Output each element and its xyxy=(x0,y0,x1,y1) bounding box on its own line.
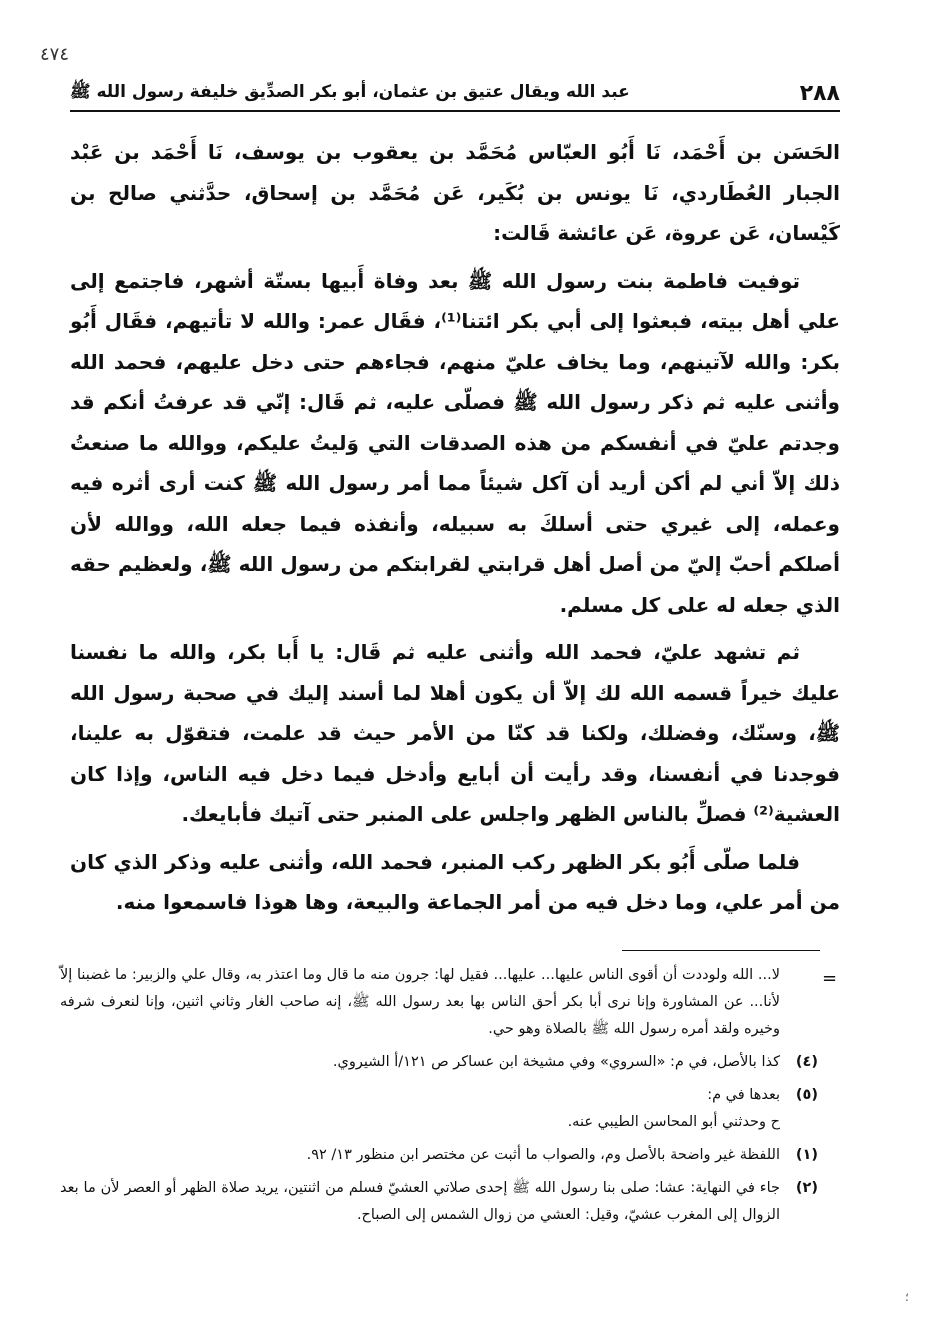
footnote-text: جاء في النهاية: عشا: صلى بنا رسول الله ﷺ إحدى صلاتي العشيّ فسلم من اثنتين، يريد صلاة الظهر أو العصر لأن ما بعد الزوال إلى المغرب عشيّ، وقيل: العشي من زوال الشمس إلى الصباح. xyxy=(60,1180,780,1223)
footnote-5 xyxy=(60,1082,818,1136)
header-rule xyxy=(70,110,840,112)
footnote-mark: (١) xyxy=(795,1147,818,1163)
footnote-1 xyxy=(60,1142,818,1169)
footnote-4 xyxy=(60,1049,818,1076)
footnote-2 xyxy=(60,1175,818,1229)
footnote-mark: (٤) xyxy=(795,1054,818,1070)
footnote-text: اللفظة غير واضحة بالأصل وم، والصواب ما أثبت عن مختصر ابن منظور ١٣/ ٩٢. xyxy=(306,1147,780,1163)
paragraph-ali: ثم تشهد عليّ، فحمد الله وأثنى عليه ثم قَال: يا أَبا بكر، والله ما نفسنا عليك خيراً قسمه الله لك إلاّ أن يكون أهلا لما أسند إليك في صحبة رسول الله ﷺ، وسنّك، وفضلك، ولكنا قد كنّا من الأمر حيث قد علمت، فتقوّل به علينا، فوجدنا في أنفسنا، وقد رأيت أن أبايع وأدخل فيما دخل فيه الناس، وإذا كان العشية⁽²⁾ فصلِّ بالناس الظهر واجلس على المنبر حتى آتيك فأبايعك. xyxy=(70,640,840,826)
paragraph-isnad: الحَسَن بن أَحْمَد، نَا أَبُو العبّاس مُحَمَّد بن يعقوب بن يوسف، نَا أَحْمَد بن عَبْد الجبار العُطَاردي، نَا يونس بن بُكَير، عَن مُحَمَّد بن إسحاق، حدَّثني صالح بن كَيْسان، عَن عروة، عَن عائشة قَالت: xyxy=(70,140,840,245)
stray-ink-mark: ؛ xyxy=(905,1290,909,1304)
footnotes xyxy=(60,962,818,1235)
footnote-mark: (٥) xyxy=(795,1087,818,1103)
footnote-line: ح وحدثني أبو المحاسن الطيبي عنه. xyxy=(567,1114,780,1130)
paragraph-abu-bakr: فلما صلّى أَبُو بكر الظهر ركب المنبر، فحمد الله، وأثنى عليه وذكر الذي كان من أمر علي، وما دخل فيه من أمر الجماعة والبيعة، وها هوذا فاسمعوا منه. xyxy=(70,849,840,914)
footnote-text: كذا بالأصل، في م: «السروي» وفي مشيخة ابن عساكر ص ١٢١/أ الشيروي. xyxy=(332,1054,780,1070)
running-title: عبد الله ويقال عتيق بن عثمان، أبو بكر الصدِّيق خليفة رسول الله ﷺ xyxy=(70,82,630,102)
footnote-continuation-mark: = xyxy=(822,968,838,989)
page-number: ٢٨٨ xyxy=(799,81,840,106)
footnote-separator xyxy=(622,950,820,951)
paragraph-fatima: توفيت فاطمة بنت رسول الله ﷺ بعد وفاة أَبيها بستّة أشهر، فاجتمع إلى علي أهل بيته، فبعثوا إلى أبي بكر ائتنا⁽¹⁾، فقَال عمر: والله لا تأتيهم، فقَال أَبُو بكر: والله لآتينهم، وما يخاف عليّ منهم، فجاءهم حتى دخل عليهم، فحمد الله وأثنى عليه ثم ذكر رسول الله ﷺ فصلّى عليه، ثم قَال: إنّي قد عرفتُ أنكم قد وجدتم عليّ في أنفسكم من هذه الصدقات التي وَليتُ عليكم، ووالله ما صنعتُ ذلك إلاّ أني لم أكن أريد أن آكل شيئاً مما أمر رسول الله ﷺ كنت أرى أثره فيه وعمله، إلى غيري حتى أسلكَ به سبيله، وأنفذه فيما جعله الله، ووالله لأن أصلكم أحبّ إليّ من أصل أهل قرابتي لقرابتكم من رسول الله ﷺ، ولعظيم حقه الذي جعله له على كل مسلم. xyxy=(70,268,840,617)
footnote-line: بعدها في م: xyxy=(707,1087,780,1103)
footnote-continuation xyxy=(60,962,818,1043)
footnote-mark xyxy=(780,962,818,1043)
footnote-mark: (٢) xyxy=(795,1180,818,1196)
handwritten-margin-note: ٤٧٤ xyxy=(40,44,70,65)
main-text xyxy=(70,132,840,930)
page-header xyxy=(70,72,840,106)
footnote-text: لا... الله ولوددت أن أقوى الناس عليها... عليها... فقيل لها: جرون منه ما قال وما اعتذر به، وقال علي والزبير: ما غضبنا إلاّ لأنا... عن المشاورة وإنا نرى أبا بكر أحق الناس بها بعد رسول الله ﷺ، إنه صاحب الغار وثاني اثنين، وإنا لنعرف شرفه وخيره ولقد أمره رسول الله ﷺ بالصلاة وهو حي. xyxy=(60,967,780,1037)
footnote-text xyxy=(60,1082,780,1136)
